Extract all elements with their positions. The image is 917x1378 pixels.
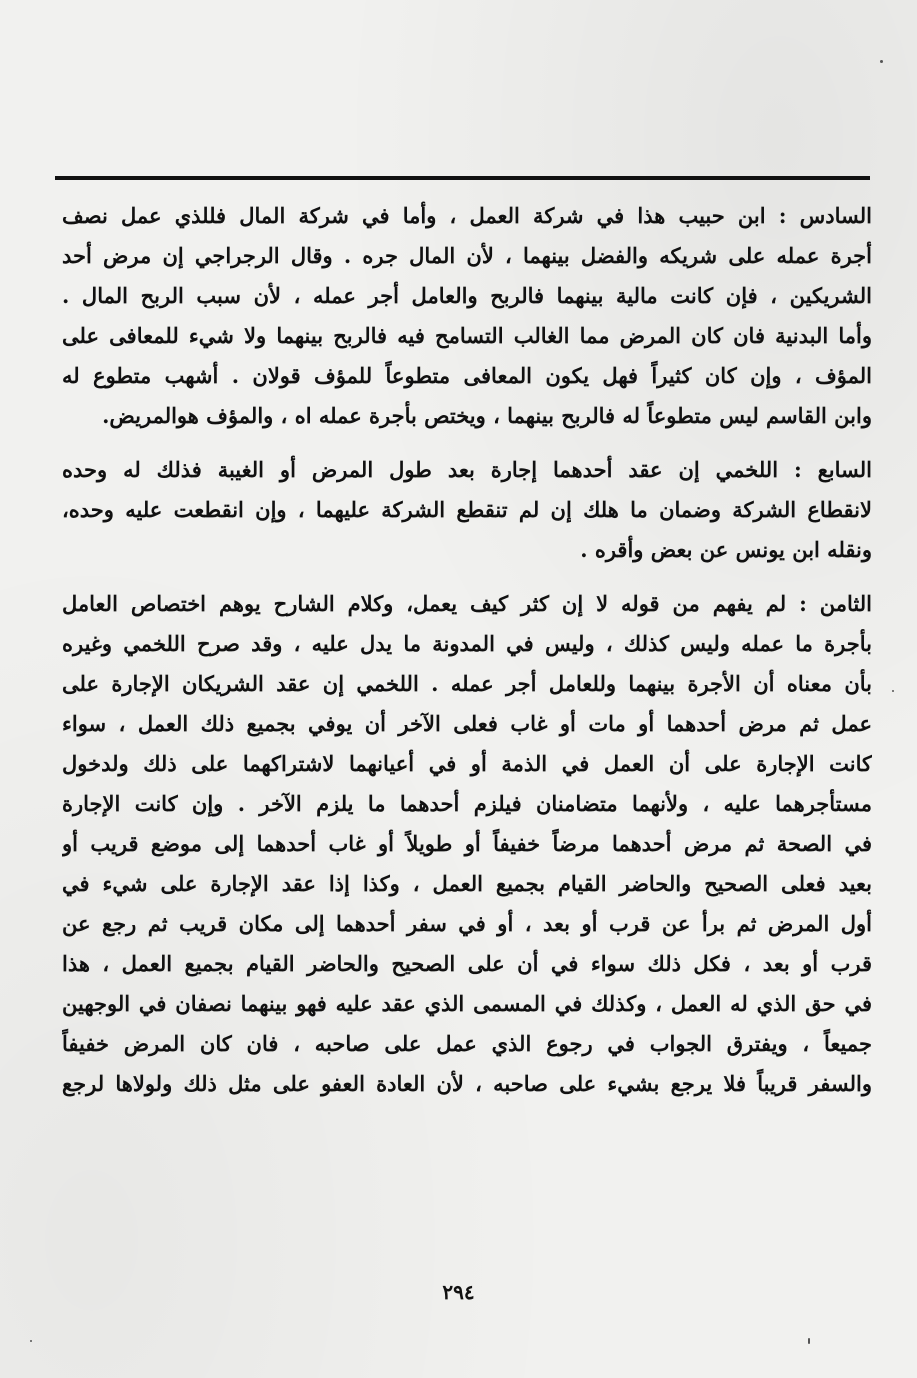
text-line: جميعاً ، ويفترق الجواب في رجوع الذي عمل على صاحبه ، فان كان المرض خفيفاً [62,1031,872,1056]
text-line: كانت الإجارة على أن العمل في الذمة أو في أعيانهما لاشتراكهما على ذلك ولدخول [62,751,872,776]
text-line: الشريكين ، فإن كانت مالية بينهما فالربح والعامل أجر عمله ، لأن سبب الربح المال . [62,283,872,308]
text-line: الثامن : لم يفهم من قوله لا إن كثر كيف يعمل، وكلام الشارح يوهم اختصاص العامل [62,591,872,616]
text-line: لانقطاع الشركة وضمان ما هلك إن لم تنقطع الشركة عليهما ، وإن انقطعت عليه وحده، [62,497,872,522]
text-line: قرب أو بعد ، فكل ذلك سواء في أن على الصحيح والحاضر القيام بجميع العمل ، هذا [62,951,872,976]
text-line: ونقله ابن يونس عن بعض وأقره . [580,537,872,562]
text-line: أجرة عمله على شريكه والفضل بينهما ، لأن المال جره . وقال الرجراجي إن مرض أحد [62,243,872,268]
page-body [62,196,872,1104]
text-line: بأجرة ما عمله وليس كذلك ، وليس في المدونة ما يدل عليه ، وقد صرح اللخمي وغيره [62,631,872,656]
paragraph-seventh [62,450,872,570]
paragraph-gap [62,436,872,450]
text-line: السادس : ابن حبيب هذا في شركة العمل ، وأما في شركة المال فللذي عمل نصف [62,203,872,228]
text-line: المؤف ، وإن كان كثيراً فهل يكون المعافى متطوعاً للمؤف قولان . أشهب متطوع له [62,363,872,388]
text-line: بأن معناه أن الأجرة بينهما وللعامل أجر عمله . اللخمي إن عقد الشريكان الإجارة على [62,671,872,696]
scan-speck [880,60,883,63]
text-line: والسفر قريباً فلا يرجع بشيء على صاحبه ، لأن العادة العفو على مثل ذلك ولولاها لرجع [62,1071,872,1096]
paragraph-eighth [62,584,872,1104]
text-line: عمل ثم مرض أحدهما أو مات أو غاب فعلى الآخر أن يوفي بجميع ذلك العمل ، سواء [62,711,872,736]
paragraph-sixth [62,196,872,436]
scan-speck [808,1338,810,1344]
text-line: وابن القاسم ليس متطوعاً له فالربح بينهما ، ويختص بأجرة عمله اه ، والمؤف هوالمريض. [102,403,872,428]
text-line: في الصحة ثم مرض أحدهما مرضاً خفيفاً أو طويلاً أو غاب أحدهما إلى موضع قريب أو [62,831,872,856]
text-line: بعيد فعلى الصحيح والحاضر القيام بجميع العمل ، وكذا إذا عقد الإجارة على شيء في [62,871,872,896]
paragraph-gap [62,570,872,584]
text-line: مستأجرهما عليه ، ولأنهما متضامنان فيلزم أحدهما ما يلزم الآخر . وإن كانت الإجارة [62,791,872,816]
text-line: أول المرض ثم برأ عن قرب أو بعد ، أو في سفر أحدهما إلى مكان قريب ثم رجع عن [62,911,872,936]
page-number: ٢٩٤ [442,1280,475,1304]
text-line: السابع : اللخمي إن عقد أحدهما إجارة بعد طول المرض أو الغيبة فذلك له وحده [62,457,872,482]
scan-speck [892,690,894,692]
text-line: في حق الذي له العمل ، وكذلك في المسمى الذي عقد عليه فهو بينهما نصفان في الوجهين [62,991,872,1016]
header-rule [55,176,870,180]
scan-speck [30,1340,32,1342]
text-line: وأما البدنية فان كان المرض مما الغالب التسامح فيه فالربح بينهما ولا شيء للمعافى على [62,323,872,348]
